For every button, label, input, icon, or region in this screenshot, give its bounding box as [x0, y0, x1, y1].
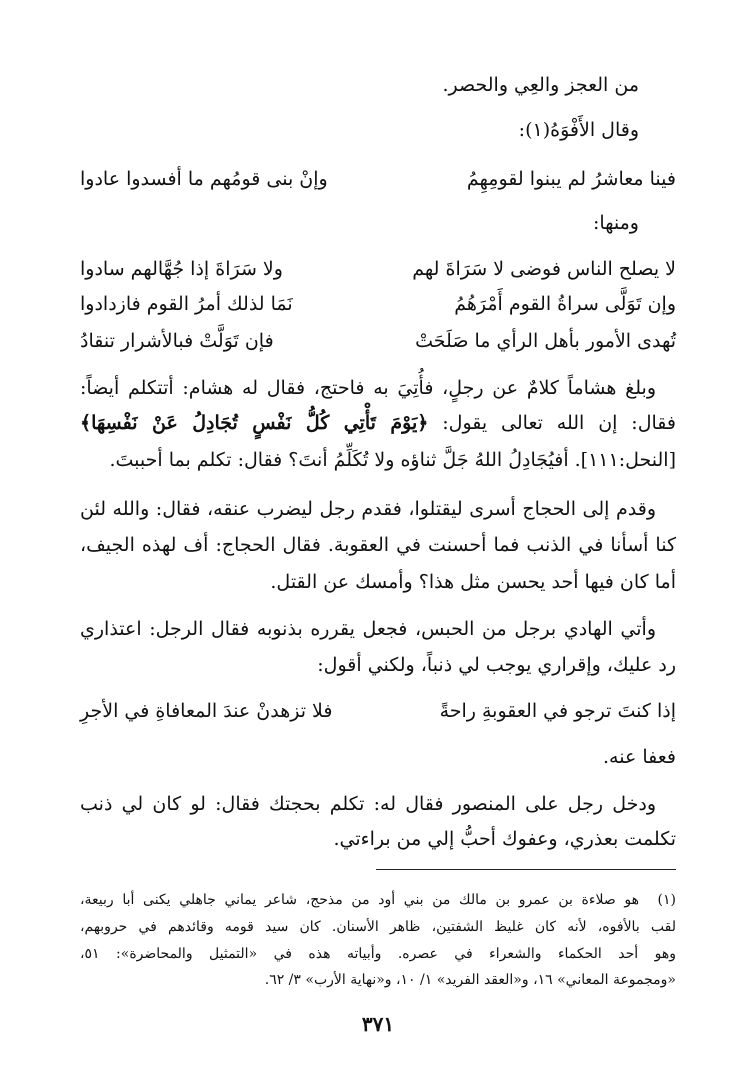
- quran-line: [80, 408, 676, 438]
- verse-hemistich-right: فينا معاشرُ لم يبنوا لقومِهِمُ: [466, 168, 676, 190]
- verse-hemistich-left: فإن تَوَلَّتْ فبالأشرار تنقادُ: [80, 330, 274, 352]
- quran-verse: ﴿يَوْمَ تَأْتِي كُلُّ نَفْسٍ تُجَادِلُ عَنْ نَفْسِهَا﴾: [80, 412, 429, 434]
- text-line: فعفا عنه.: [603, 746, 676, 768]
- verse-line: [80, 326, 676, 356]
- text-line: وأتي الهادي برجل من الحبس، فجعل يقرره بذنوبه فقال الرجل: اعتذاري: [80, 618, 656, 640]
- text-line: ومنها:: [592, 212, 639, 234]
- footnote-number: (١): [657, 892, 676, 908]
- footnote-line: هو صلاءة بن عمرو بن مالك من بني أود من مذحج، شاعر يماني جاهلي يكنى أبا ربيعة،: [80, 892, 639, 908]
- text-line: من العجز والعِي والحصر.: [442, 74, 639, 96]
- footnote-separator: [376, 869, 676, 870]
- verse-hemistich-right: وإن تَوَلَّى سراةُ القوم أَمْرَهُمُ: [454, 293, 676, 315]
- text-line: وبلغ هشاماً كلامٌ عن رجلٍ، فأُتِيَ به فاحتج، فقال له هشام: أتتكلم أيضاً:: [80, 377, 656, 399]
- verse-line: [80, 164, 676, 194]
- footnote-line: لقب بالأفوه، لأنه كان غليظ الشفتين، ظاهر الأسنان. كان سيد قومه وقائدهم في حروبهم،: [80, 919, 676, 935]
- text-line: وقال الأَفْوَهُ(١):: [518, 119, 639, 141]
- quran-intro: فقال: إن الله تعالى يقول:: [442, 412, 676, 434]
- verse-hemistich-left: نَمَا لذلك أمرُ القوم فازدادوا: [80, 293, 293, 315]
- text-line: [النحل:١١١]. أفيُجَادِلُ اللهُ جَلَّ ثناؤه ولا تُكَلِّمُ أنتَ؟ فقال: تكلم بما أحببتَ.: [109, 449, 676, 471]
- verse-hemistich-left: فلا تزهدنْ عندَ المعافاةِ في الأجرِ: [80, 700, 333, 722]
- text-line: أما كان فيها أحد يحسن مثل هذا؟ وأمسك عن القتل.: [270, 571, 676, 593]
- verse-hemistich-right: لا يصلح الناس فوضى لا سَرَاةَ لهم: [412, 258, 676, 280]
- verse-line: [80, 696, 676, 726]
- footnote-line: وهو أحد الحكماء والشعراء في عصره. وأبياته هذه في «التمثيل والمحاضرة»: ٥١،: [80, 946, 676, 962]
- verse-hemistich-right: إذا كنتَ ترجو في العقوبةِ راحةً: [439, 700, 676, 722]
- text-line: رد عليك، وإقراري يوجب لي ذنباً، ولكني أقول:: [317, 654, 676, 676]
- text-line: كنا أسأنا في الذنب فما أحسنت في العقوبة. فقال الحجاج: أف لهذه الجيف،: [80, 534, 676, 556]
- verse-line: [80, 254, 676, 284]
- text-line: وقدم إلى الحجاج أسرى ليقتلوا، فقدم رجل ليضرب عنقه، فقال: والله لئن: [80, 498, 656, 520]
- text-line: تكلمت بعذري، وعفوك أحبُّ إلي من براءتي.: [333, 828, 676, 850]
- verse-hemistich-left: ولا سَرَاةَ إذا جُهَّالهم سادوا: [80, 258, 283, 280]
- text-line: ودخل رجل على المنصور فقال له: تكلم بحجتك فقال: لو كان لي ذنب: [80, 793, 656, 815]
- footnote-line: «ومجموعة المعاني» ١٦، و«العقد الفريد» ١/ ١٠، و«نهاية الأرب» ٣/ ٦٢.: [264, 972, 676, 988]
- verse-hemistich-right: تُهدى الأمور بأهل الرأي ما صَلَحَتْ: [415, 330, 676, 352]
- page-number: ٣٧١: [361, 1012, 395, 1036]
- verse-line: [80, 289, 676, 319]
- verse-hemistich-left: وإنْ بنى قومُهم ما أفسدوا عادوا: [80, 168, 328, 190]
